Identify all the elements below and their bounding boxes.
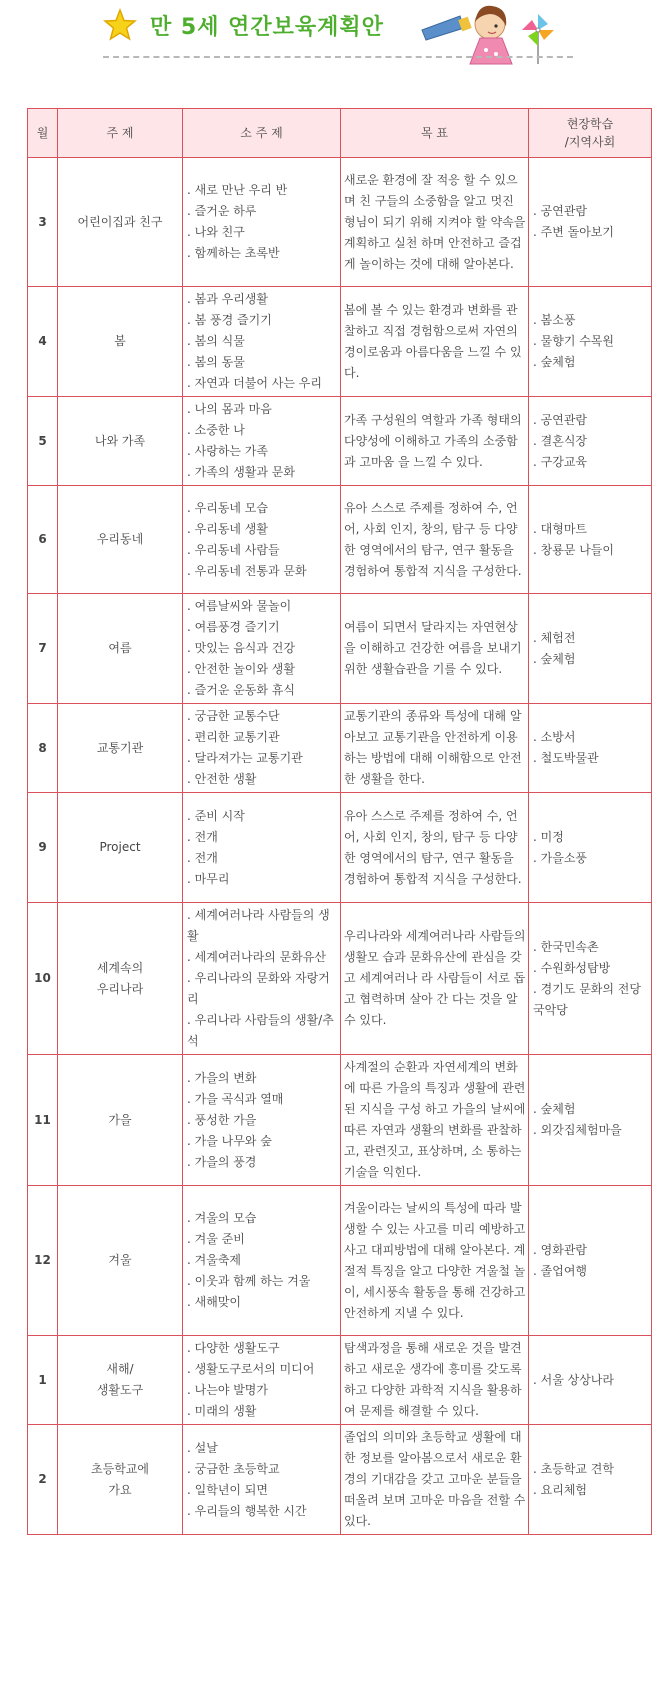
row-goal: [341, 594, 529, 704]
subtopic-item: . 궁금한 초등학교: [187, 1461, 280, 1476]
row-month: 3: [28, 158, 58, 287]
row-month: 11: [28, 1055, 58, 1186]
row-field-trip: [529, 158, 652, 287]
subtopic-item: . 사랑하는 가족: [187, 444, 268, 458]
subtopic-item: . 일학년이 되면: [187, 1482, 268, 1497]
table-row: [28, 793, 652, 903]
subtopic-item: . 세계여러나라의 문화유산: [187, 950, 326, 964]
header-goal: 목 표: [341, 109, 529, 158]
row-theme: 초등학교에 가요: [58, 1425, 183, 1535]
row-month: 9: [28, 793, 58, 903]
subtopic-item: . 이웃과 함께 하는 겨울: [187, 1274, 311, 1288]
row-field-trip: [529, 1425, 652, 1535]
subtopic-item: . 나와 친구: [187, 225, 245, 239]
row-subtopics: [183, 594, 341, 704]
field-trip-item: . 숲체험: [533, 1102, 576, 1116]
field-trip-item: . 소방서: [533, 730, 576, 744]
header-field-trip: [529, 109, 652, 158]
field-trip-item: . 결혼식장: [533, 433, 587, 448]
field-trip-item: . 수원화성탐방: [533, 960, 611, 975]
subtopic-item: . 우리나라의 문화와 자랑거리: [187, 971, 330, 1006]
subtopic-item: . 미래의 생활: [187, 1404, 257, 1418]
goal-text: 교통기관의 종류와 특성에 대해 알아보고 교통기관을 안전하게 이용하는 방법에 대해 이해함으로 안전한 생활을 한다.: [344, 709, 522, 786]
subtopic-item: . 함께하는 초록반: [187, 246, 280, 260]
row-month: 10: [28, 903, 58, 1055]
row-theme: 세계속의 우리나라: [58, 903, 183, 1055]
table-row: [28, 1055, 652, 1186]
subtopic-item: . 다양한 생활도구: [187, 1341, 280, 1355]
header-divider: [103, 56, 573, 58]
subtopic-item: . 봄의 동물: [187, 355, 245, 369]
field-trip-item: . 외갓집체험마을: [533, 1123, 622, 1137]
field-trip-item: . 숲체험: [533, 651, 576, 666]
subtopic-item: . 전개: [187, 829, 218, 844]
field-trip-item: . 주변 돌아보기: [533, 225, 614, 239]
row-subtopics: [183, 287, 341, 397]
header-month: 월: [28, 109, 58, 158]
subtopic-item: . 가을의 풍경: [187, 1154, 257, 1169]
row-goal: [341, 1336, 529, 1425]
row-subtopics: [183, 903, 341, 1055]
subtopic-item: . 소중한 나: [187, 423, 245, 437]
row-goal: [341, 704, 529, 793]
row-field-trip: [529, 903, 652, 1055]
subtopic-item: . 생활도구로서의 미디어: [187, 1362, 315, 1376]
field-trip-item: . 봄소풍: [533, 313, 576, 327]
table-row: [28, 1336, 652, 1425]
row-goal: [341, 486, 529, 594]
row-subtopics: [183, 1055, 341, 1186]
goal-text: 봄에 볼 수 있는 환경과 변화를 관찰하고 직접 경험함으로써 자연의 경이로움과 아름다움을 느낄 수 있다.: [344, 302, 522, 380]
row-theme: 가을: [58, 1055, 183, 1186]
table-row: [28, 158, 652, 287]
field-trip-item: . 대형마트: [533, 521, 587, 536]
row-theme: 새해/ 생활도구: [58, 1336, 183, 1425]
header-field-trip-label: 현장학습 /지역사회: [564, 117, 616, 149]
annual-plan-table: [27, 108, 652, 1535]
subtopic-item: . 겨울 준비: [187, 1232, 245, 1246]
goal-text: 새로운 환경에 잘 적응 할 수 있으며 친 구들의 소중함을 알고 멋진 형님이 되기 위해 지켜야 할 약속을 계획하고 실천 하며 안전하고 즐겁게 놀이하는 것에 대해 알아본다.: [344, 172, 526, 271]
row-month: 8: [28, 704, 58, 793]
subtopic-item: . 전개: [187, 850, 218, 865]
subtopic-item: . 안전한 놀이와 생활: [187, 662, 295, 676]
row-subtopics: [183, 1186, 341, 1336]
field-trip-item: . 영화관람: [533, 1242, 587, 1257]
row-subtopics: [183, 158, 341, 287]
goal-text: 여름이 되면서 달라지는 자연현상을 이해하고 건강한 여름을 보내기 위한 생활습관을 기를 수 있다.: [344, 620, 522, 676]
field-trip-item: . 창룡문 나들이: [533, 542, 614, 557]
subtopic-item: . 우리동네 모습: [187, 500, 268, 515]
subtopic-item: . 궁금한 교통수단: [187, 709, 280, 723]
goal-text: 가족 구성원의 역할과 가족 형태의 다양성에 이해하고 가족의 소중함과 고마움 을 느낄 수 있다.: [344, 412, 522, 469]
goal-text: 탐색과정을 통해 새로운 것을 발견하고 새로운 생각에 흥미를 갖도록 하고 다양한 과학적 지식을 활용하여 문제를 해결할 수 있다.: [344, 1341, 522, 1418]
goal-text: 겨울이라는 날씨의 특성에 따라 발생할 수 있는 사고를 미리 예방하고 사고 대피방법에 대해 알아본다. 계절적 특징을 알고 다양한 겨울철 놀이, 세시풍속 활동을 통해 건강하고 안전하게 지낼 수 있다.: [344, 1200, 526, 1320]
subtopic-item: . 가족의 생활과 문화: [187, 465, 295, 479]
subtopic-item: . 나의 몸과 마음: [187, 402, 272, 416]
row-goal: [341, 158, 529, 287]
subtopic-item: . 풍성한 가을: [187, 1112, 257, 1127]
table-row: [28, 594, 652, 704]
subtopic-item: . 새해맞이: [187, 1295, 241, 1309]
field-trip-item: . 서울 상상나라: [533, 1372, 614, 1387]
row-field-trip: [529, 486, 652, 594]
row-month: 1: [28, 1336, 58, 1425]
row-goal: [341, 1425, 529, 1535]
row-theme: 교통기관: [58, 704, 183, 793]
field-trip-item: . 공연관람: [533, 204, 587, 218]
table-row: [28, 287, 652, 397]
row-theme: 나와 가족: [58, 397, 183, 486]
subtopic-item: . 우리나라 사람들의 생활/추석: [187, 1013, 334, 1048]
row-theme: 여름: [58, 594, 183, 704]
row-subtopics: [183, 397, 341, 486]
subtopic-item: . 안전한 생활: [187, 772, 257, 786]
row-field-trip: [529, 1055, 652, 1186]
row-theme: Project: [58, 793, 183, 903]
row-field-trip: [529, 594, 652, 704]
subtopic-item: . 겨울축제: [187, 1253, 241, 1267]
subtopic-item: . 우리동네 전통과 문화: [187, 563, 307, 578]
row-theme: 겨울: [58, 1186, 183, 1336]
subtopic-item: . 마무리: [187, 871, 230, 886]
row-field-trip: [529, 1336, 652, 1425]
row-month: 6: [28, 486, 58, 594]
subtopic-item: . 우리들의 행복한 시간: [187, 1503, 307, 1518]
page-title: 만 5세 연간보육계획안: [150, 15, 384, 40]
subtopic-item: . 여름풍경 즐기기: [187, 620, 280, 634]
subtopic-item: . 우리동네 사람들: [187, 542, 280, 557]
subtopic-item: . 가을 곡식과 열매: [187, 1091, 284, 1106]
star-icon: [103, 8, 137, 42]
row-month: 5: [28, 397, 58, 486]
row-subtopics: [183, 1336, 341, 1425]
field-trip-item: . 졸업여행: [533, 1263, 587, 1278]
goal-text: 우리나라와 세계여러나라 사람들의 생활모 습과 문화유산에 관심을 갖고 세계여러나 라 사람들이 서로 돕고 협력하며 살아 간 다는 것을 알 수 있다.: [344, 929, 526, 1027]
table-row: [28, 704, 652, 793]
field-trip-item: . 가을소풍: [533, 850, 587, 865]
table-row: [28, 397, 652, 486]
row-field-trip: [529, 287, 652, 397]
goal-text: 사계절의 순환과 자연세계의 변화에 따른 가을의 특징과 생활에 관련된 지식을 구성 하고 가을의 날씨에 따른 자연과 생활의 변화를 관찰하고, 관련짓고, 표상하며, 소 통하는 기술을 익힌다.: [344, 1060, 526, 1179]
subtopic-item: . 자연과 더불어 사는 우리: [187, 376, 322, 390]
subtopic-item: . 봄과 우리생활: [187, 292, 268, 306]
row-month: 2: [28, 1425, 58, 1535]
subtopic-item: . 가을의 변화: [187, 1070, 257, 1085]
row-subtopics: [183, 793, 341, 903]
row-theme: 어린이집과 친구: [58, 158, 183, 287]
row-field-trip: [529, 1186, 652, 1336]
subtopic-item: . 세계여러나라 사람들의 생활: [187, 908, 330, 943]
row-subtopics: [183, 1425, 341, 1535]
field-trip-item: . 한국민속촌: [533, 939, 599, 954]
subtopic-item: . 나는야 발명가: [187, 1383, 268, 1397]
subtopic-item: . 겨울의 모습: [187, 1211, 257, 1225]
row-month: 4: [28, 287, 58, 397]
field-trip-item: . 물향기 수목원: [533, 334, 614, 348]
row-subtopics: [183, 704, 341, 793]
subtopic-item: . 새로 만난 우리 반: [187, 183, 288, 197]
subtopic-item: . 즐거운 하루: [187, 204, 257, 218]
page-header: [0, 0, 671, 70]
goal-text: 졸업의 의미와 초등학교 생활에 대한 정보를 알아봄으로서 새로운 환경의 기대감을 갖고 고마운 분들을 떠올려 보며 고마운 마음을 전할 수 있다.: [344, 1430, 526, 1528]
subtopic-item: . 편리한 교통기관: [187, 730, 280, 744]
subtopic-item: . 달라져가는 교통기관: [187, 751, 303, 765]
subtopic-item: . 준비 시작: [187, 808, 245, 823]
field-trip-item: . 구강교육: [533, 454, 587, 469]
table-header-row: [28, 109, 652, 158]
row-month: 12: [28, 1186, 58, 1336]
field-trip-item: . 미정: [533, 829, 564, 844]
subtopic-item: . 맛있는 음식과 건강: [187, 641, 295, 655]
subtopic-item: . 우리동네 생활: [187, 521, 268, 536]
subtopic-item: . 설날: [187, 1440, 218, 1455]
row-field-trip: [529, 704, 652, 793]
goal-text: 유아 스스로 주제를 정하여 수, 언어, 사회 인지, 창의, 탐구 등 다양한 영역에서의 탐구, 연구 활동을 경험하여 통합적 지식을 구성한다.: [344, 808, 522, 886]
subtopic-item: . 여름날씨와 물놀이: [187, 599, 292, 613]
table-row: [28, 1186, 652, 1336]
goal-text: 유아 스스로 주제를 정하여 수, 언어, 사회 인지, 창의, 탐구 등 다양한 영역에서의 탐구, 연구 활동을 경험하여 통합적 지식을 구성한다.: [344, 500, 522, 578]
table-row: [28, 903, 652, 1055]
row-goal: [341, 1055, 529, 1186]
header-subtopic: 소 주 제: [183, 109, 341, 158]
field-trip-item: . 초등학교 견학: [533, 1461, 614, 1476]
field-trip-item: . 숲체험: [533, 355, 576, 369]
subtopic-item: . 봄 풍경 즐기기: [187, 313, 272, 327]
subtopic-item: . 봄의 식물: [187, 334, 245, 348]
field-trip-item: . 철도박물관: [533, 751, 599, 765]
row-goal: [341, 287, 529, 397]
row-subtopics: [183, 486, 341, 594]
row-goal: [341, 397, 529, 486]
row-field-trip: [529, 793, 652, 903]
subtopic-item: . 가을 나무와 숲: [187, 1133, 272, 1148]
row-theme: 우리동네: [58, 486, 183, 594]
field-trip-item: . 공연관람: [533, 412, 587, 427]
field-trip-item: . 체험전: [533, 630, 576, 645]
row-goal: [341, 1186, 529, 1336]
row-field-trip: [529, 397, 652, 486]
row-goal: [341, 903, 529, 1055]
header-theme: 주 제: [58, 109, 183, 158]
table-row: [28, 486, 652, 594]
table-row: [28, 1425, 652, 1535]
field-trip-item: . 경기도 문화의 전당 국악당: [533, 981, 645, 1017]
row-goal: [341, 793, 529, 903]
subtopic-item: . 즐거운 운동화 휴식: [187, 683, 295, 697]
row-month: 7: [28, 594, 58, 704]
row-theme: 봄: [58, 287, 183, 397]
field-trip-item: . 요리체험: [533, 1482, 587, 1497]
